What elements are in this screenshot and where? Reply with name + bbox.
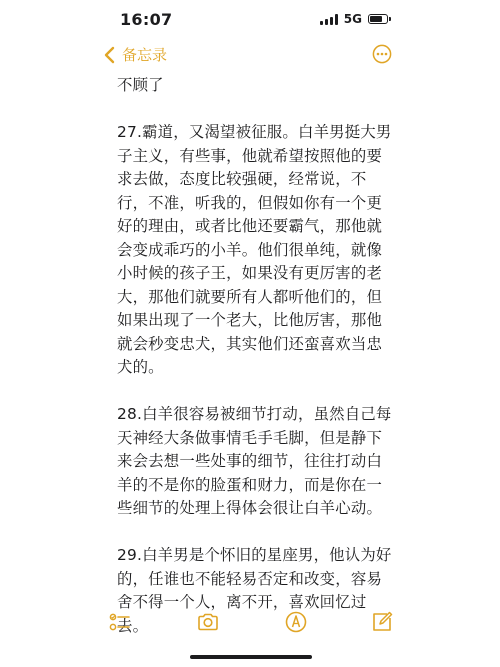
note-line: 去。 [117, 616, 149, 635]
chevron-left-icon [102, 46, 118, 64]
back-button[interactable] [102, 44, 167, 65]
nav-bar [0, 38, 500, 74]
note-line: 羊的不是你的脸蛋和财力，而是你在一 [117, 475, 383, 494]
note-line: 天神经大条做事情毛手毛脚，但是静下 [117, 428, 383, 447]
note-line: 29.白羊男是个怀旧的星座男，他认为好 [117, 546, 392, 564]
note-line: 不顾了 [117, 76, 164, 94]
cellular-signal-icon [320, 14, 338, 25]
home-indicator[interactable] [190, 655, 312, 659]
note-line: 来会去想一些处事的细节，往往打动白 [117, 452, 383, 470]
checklist-icon[interactable] [108, 610, 132, 634]
note-paragraph-gap [117, 380, 389, 404]
note-paragraph-gap [117, 98, 389, 122]
note-line: 舍不得一个人，离不开，喜欢回忆过 [117, 593, 367, 611]
back-label: 备忘录 [122, 46, 168, 64]
note-line: 行，不准，听我的，但假如你有一个更 [117, 193, 383, 212]
note-line: 小时候的孩子王，如果没有更厉害的老 [117, 264, 383, 282]
compose-icon[interactable] [370, 610, 394, 634]
note-line: 子主义，有些事，他就希望按照他的要 [117, 146, 383, 165]
bottom-toolbar [0, 608, 500, 638]
note-line: 些细节的处理上得体会很让白羊心动。 [117, 499, 383, 517]
note-line: 27.霸道，又渴望被征服。白羊男挺大男 [117, 123, 392, 141]
network-type: 5G [343, 12, 362, 26]
note-line: 的，任谁也不能轻易否定和改变，容易 [117, 569, 383, 588]
note-line: 求去做，态度比较强硬，经常说，不 [117, 170, 367, 188]
battery-icon [368, 14, 388, 24]
battery-fill [370, 16, 382, 22]
note-line: 犬的。 [117, 358, 164, 376]
note-line: 就会秒变忠犬，其实他们还蛮喜欢当忠 [117, 334, 383, 353]
status-time: 16:07 [120, 10, 173, 29]
camera-icon[interactable] [196, 610, 220, 634]
note-line: 大，那他们就要所有人都听他们的，但 [117, 287, 383, 306]
note-body[interactable] [117, 74, 392, 638]
note-line: 会变成乖巧的小羊。他们很单纯，就像 [117, 240, 383, 259]
status-bar [0, 0, 500, 38]
note-line: 28.白羊很容易被细节打动，虽然自己每 [117, 405, 392, 423]
status-indicators [320, 12, 388, 26]
more-options-icon[interactable] [372, 44, 392, 64]
note-line: 如果出现了一个老大，比他厉害，那他 [117, 311, 383, 329]
markup-pen-icon[interactable] [284, 610, 308, 634]
note-line: 好的理由，或者比他还要霸气，那他就 [117, 217, 383, 235]
note-paragraph-gap [117, 521, 389, 545]
